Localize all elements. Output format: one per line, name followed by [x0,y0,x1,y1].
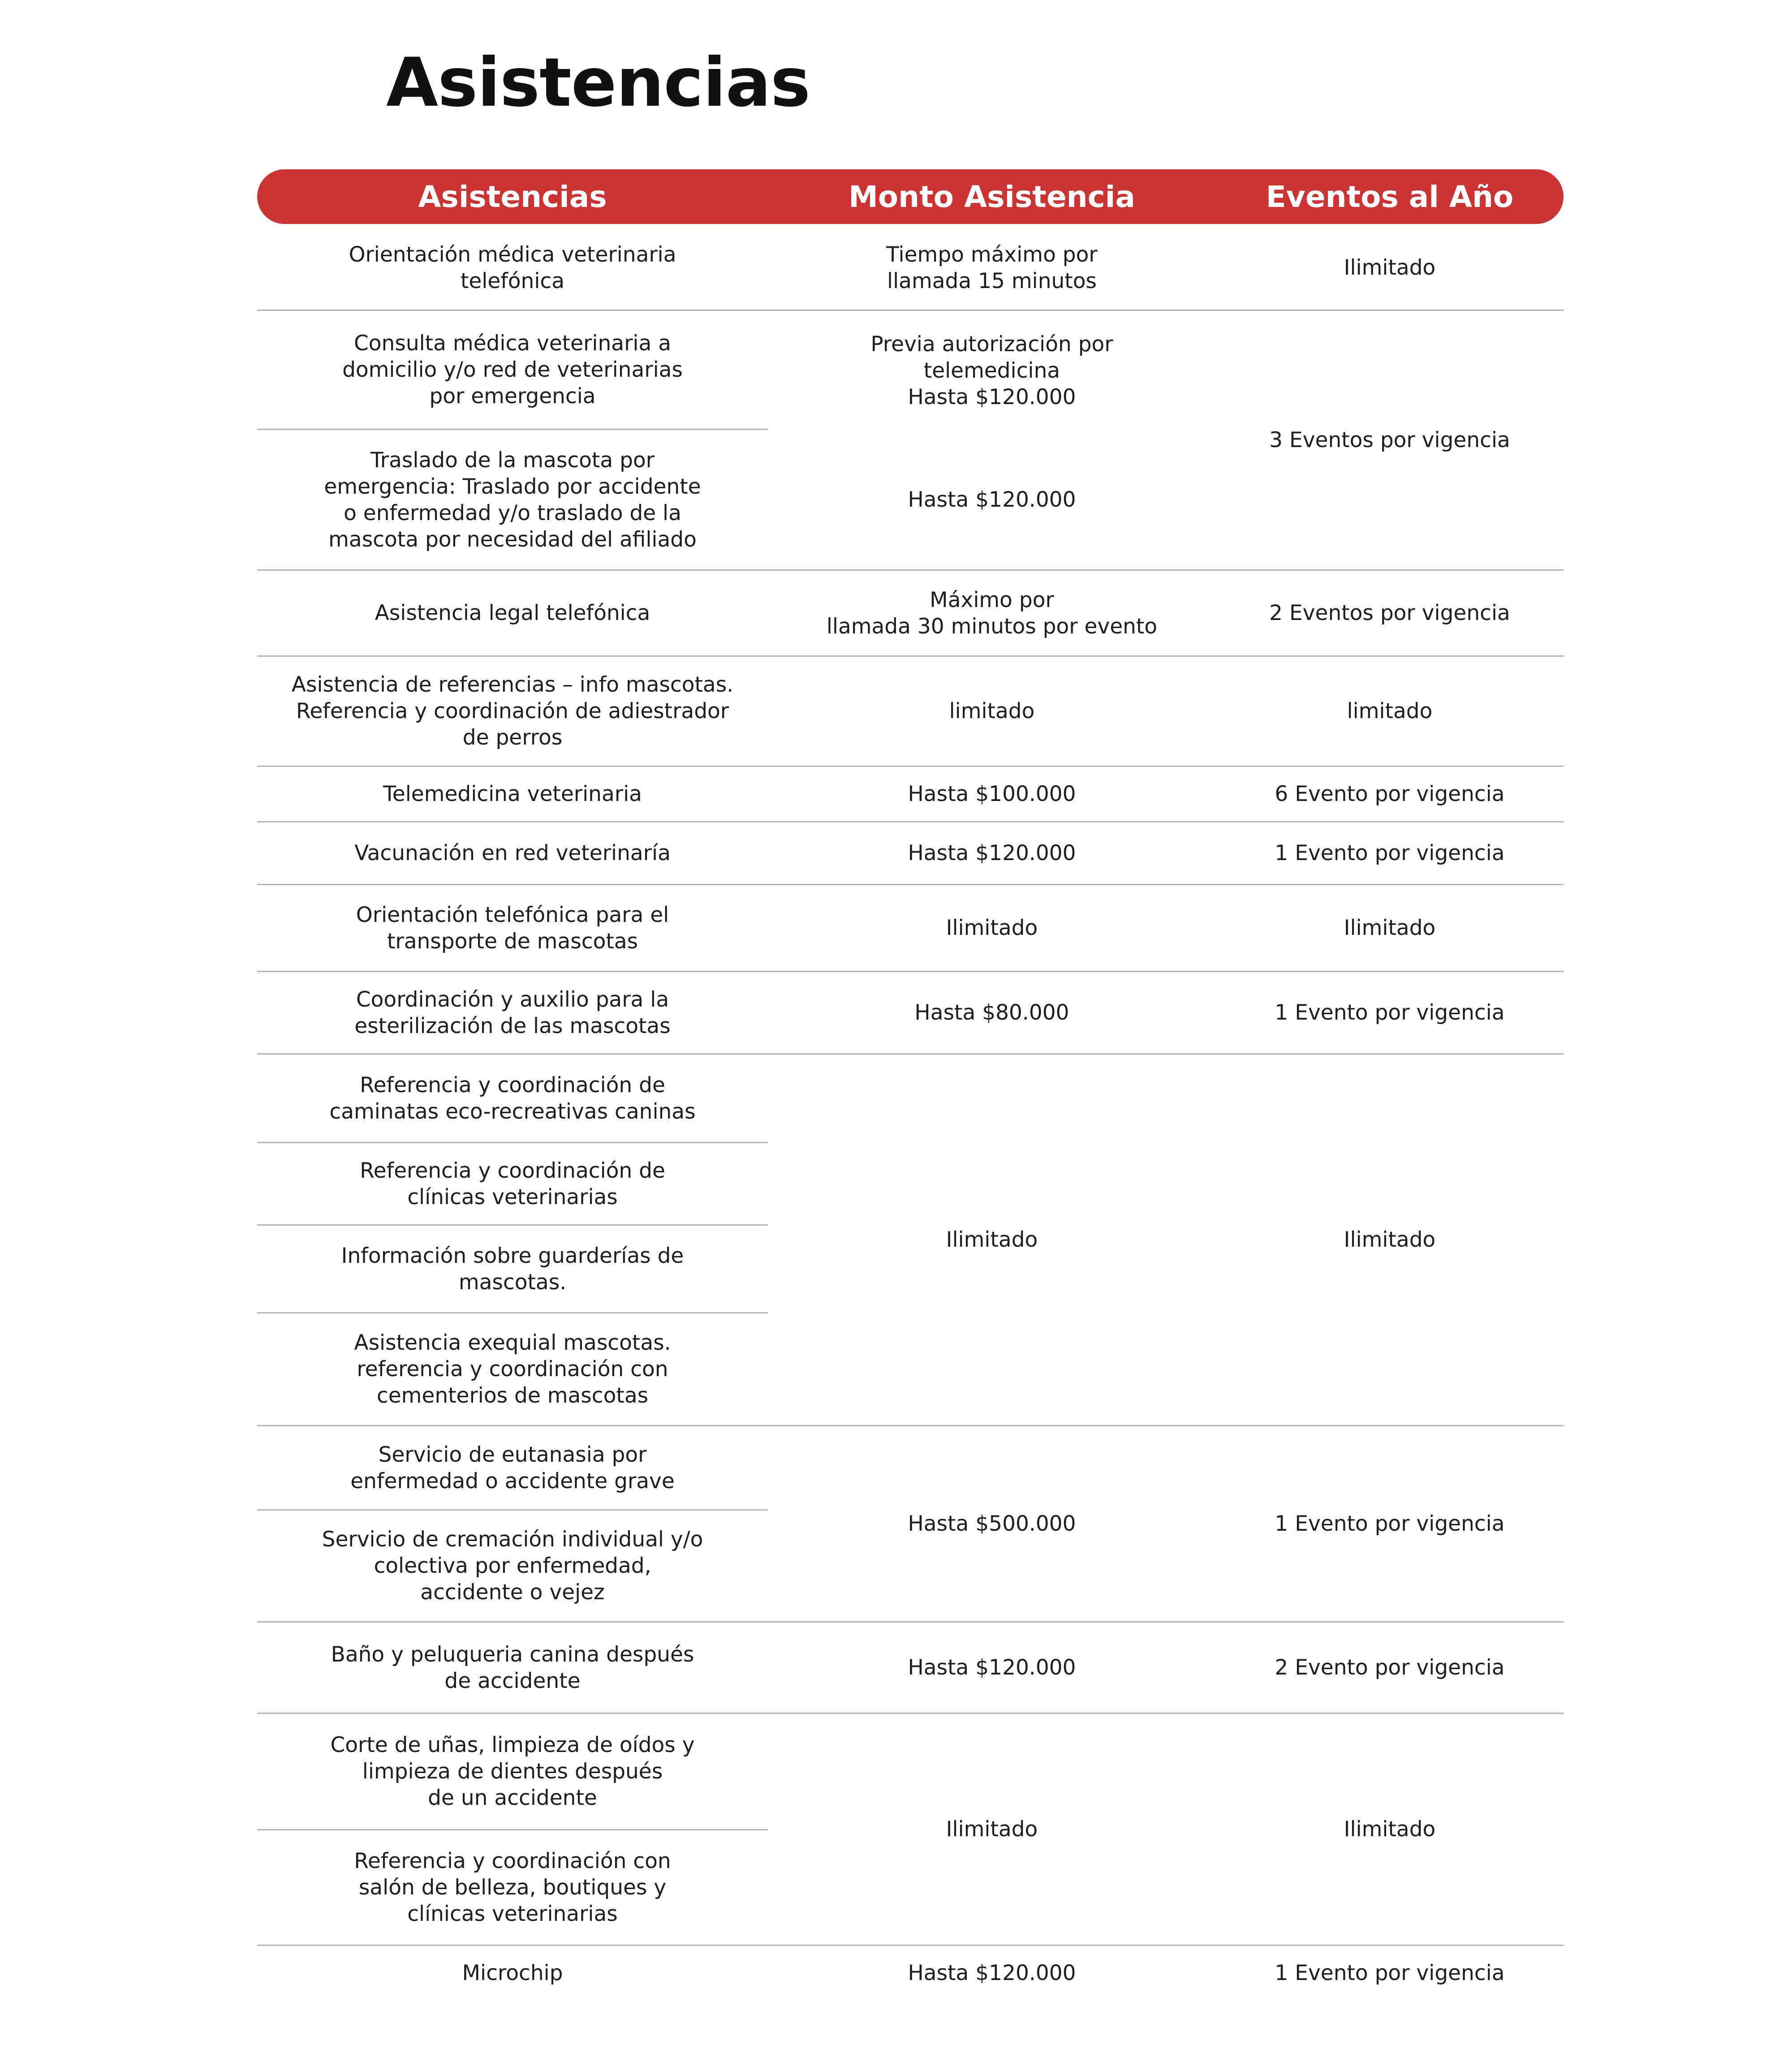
cell-monto: Hasta $120.000 [768,1623,1216,1714]
cell-asistencia: Consulta médica veterinaria a domicilio y/o red de veterinarias por emergencia [257,311,768,430]
cell-asistencia: Microchip [462,1960,563,1985]
cell-asistencia: Orientación médica veterinaria telefónica [257,226,768,311]
cell-asistencia: Coordinación y auxilio para la esterilización de las mascotas [257,972,768,1055]
cell-monto: limitado [768,657,1216,767]
cell-asistencia: Orientación telefónica para el transporte de mascotas [257,885,768,972]
cell-monto: Hasta $120.000 [768,822,1216,885]
cell-monto: Ilimitado [768,1055,1216,1426]
cell-eventos: Ilimitado [1216,885,1564,972]
cell-asistencia: Traslado de la mascota por emergencia: Traslado por accidente o enfermedad y/o traslado de la mascota por necesidad del afiliado [257,430,768,571]
cell-asistencia: Referencia y coordinación con salón de belleza, boutiques y clínicas veterinarias [257,1830,768,1946]
cell-monto: Hasta $500.000 [768,1426,1216,1623]
cell-eventos: 1 Evento por vigencia [1216,1426,1564,1623]
header-asistencias: Asistencias [418,179,607,214]
cell-asistencia: Servicio de cremación individual y/o colectiva por enfermedad, accidente o vejez [257,1511,768,1623]
cell-asistencia: Asistencia legal telefónica [257,571,768,657]
cell-eventos: Ilimitado [1216,226,1564,311]
cell-monto: Hasta $120.000 [908,1960,1076,1985]
header-monto: Monto Asistencia [849,179,1135,214]
cell-eventos: Ilimitado [1216,1714,1564,1946]
cell-monto: Hasta $100.000 [768,767,1216,822]
cell-asistencia: Vacunación en red veterinaría [257,822,768,885]
cell-asistencia: Referencia y coordinación de caminatas eco-recreativas caninas [257,1055,768,1143]
cell-eventos: Ilimitado [1216,1055,1564,1426]
cell-monto: Hasta $80.000 [768,972,1216,1055]
header-eventos: Eventos al Año [1266,179,1514,214]
cell-asistencia: Referencia y coordinación de clínicas veterinarias [257,1143,768,1226]
cell-monto: Tiempo máximo por llamada 15 minutos [768,226,1216,311]
cell-asistencia: Asistencia de referencias – info mascotas. Referencia y coordinación de adiestrador de perros [257,657,768,767]
assistance-table [257,169,1564,2000]
cell-eventos: 1 Evento por vigencia [1216,822,1564,885]
table-header [257,169,1564,224]
cell-asistencia: Corte de uñas, limpieza de oídos y limpieza de dientes después de un accidente [257,1714,768,1830]
cell-eventos: 2 Evento por vigencia [1216,1623,1564,1714]
cell-eventos: 6 Evento por vigencia [1216,767,1564,822]
cell-asistencia: Telemedicina veterinaria [257,767,768,822]
cell-eventos: 1 Evento por vigencia [1216,972,1564,1055]
cell-asistencia: Servicio de eutanasia por enfermedad o accidente grave [257,1426,768,1511]
cell-monto: Ilimitado [768,1714,1216,1946]
cell-monto: Previa autorización por telemedicina Hasta $120.000 [870,331,1113,409]
table-body [257,226,1564,2000]
cell-asistencia: Baño y peluqueria canina después de accidente [257,1623,768,1714]
page-title: Asistencias [386,44,810,122]
cell-monto: Ilimitado [768,885,1216,972]
cell-eventos: 1 Evento por vigencia [1275,1960,1505,1985]
cell-monto: Máximo por llamada 30 minutos por evento [768,571,1216,657]
cell-eventos: 3 Eventos por vigencia [1216,311,1564,571]
cell-monto: Hasta $120.000 [768,430,1216,571]
cell-asistencia: Información sobre guarderías de mascotas. [257,1226,768,1313]
cell-eventos: 2 Eventos por vigencia [1216,571,1564,657]
cell-asistencia: Asistencia exequial mascotas. referencia y coordinación con cementerios de mascotas [257,1313,768,1426]
cell-eventos: limitado [1216,657,1564,767]
